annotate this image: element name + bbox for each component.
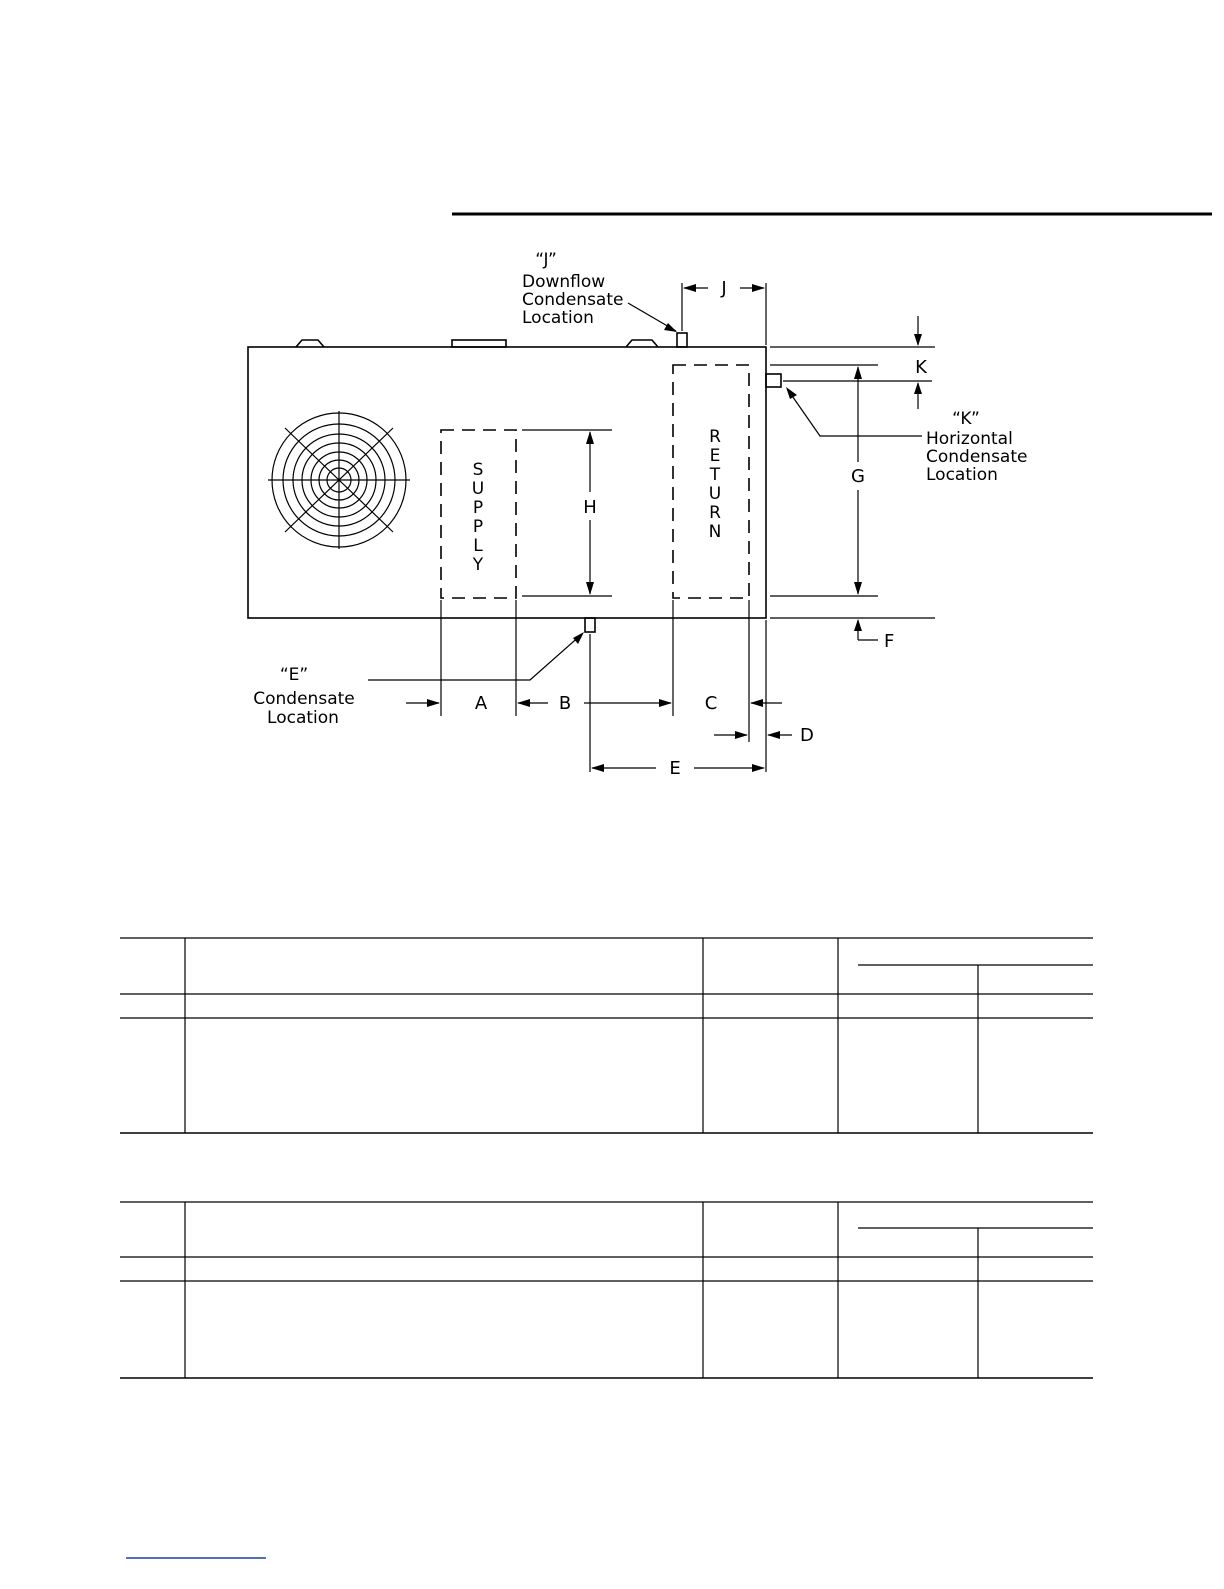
callout-k-line: Horizontal — [926, 429, 1013, 449]
supply-letter: Y — [472, 555, 484, 575]
dimension-bottom — [406, 600, 814, 779]
dim-h-label: H — [583, 497, 597, 518]
dim-f-label: F — [884, 631, 895, 652]
supply-label — [472, 460, 484, 575]
callout-j-line: Downflow — [522, 272, 606, 292]
horizontal-condensate-fitting — [766, 374, 781, 387]
dim-k-label: K — [915, 357, 927, 378]
dim-j-label: J — [721, 278, 727, 299]
dim-c-label: C — [704, 693, 718, 714]
supply-letter: S — [472, 460, 484, 480]
callout-k-line: Condensate — [926, 447, 1028, 467]
dim-e-label: E — [669, 758, 681, 779]
return-letter: U — [708, 484, 722, 504]
callout-k — [926, 409, 1027, 485]
dimension-table-1 — [120, 938, 1093, 1133]
callout-j-line: Location — [522, 308, 594, 328]
supply-letter: U — [471, 479, 485, 499]
callout-e-line: Location — [267, 708, 339, 728]
callout-j-title: “J” — [535, 250, 557, 270]
dimension-j — [682, 278, 766, 345]
return-letter: T — [709, 465, 721, 485]
callout-k-line: Location — [926, 465, 998, 485]
return-letter: E — [709, 446, 721, 466]
supply-letter: P — [472, 498, 484, 518]
dim-g-label: G — [851, 466, 865, 487]
e-condensate-fitting — [585, 618, 595, 632]
return-letter: R — [709, 427, 721, 447]
callout-leaders — [368, 303, 922, 680]
unit-cabinet — [248, 347, 766, 618]
callout-e — [253, 665, 354, 728]
callout-j — [522, 250, 623, 328]
callout-j-line: Condensate — [522, 290, 624, 310]
return-letter: R — [709, 503, 721, 523]
dimension-kgf — [770, 316, 935, 652]
downflow-condensate-fitting — [677, 333, 687, 347]
cabinet-top-lugs — [296, 340, 658, 347]
dim-b-label: B — [558, 693, 572, 714]
callout-e-line: Condensate — [253, 689, 355, 709]
dimension-h — [522, 430, 612, 596]
dimension-table-2 — [120, 1202, 1093, 1378]
dim-a-label: A — [474, 693, 488, 714]
supply-letter: L — [473, 536, 483, 556]
fan-grille-icon — [268, 411, 410, 549]
dim-d-label: D — [800, 725, 814, 746]
return-letter: N — [708, 522, 722, 542]
return-label — [709, 427, 722, 542]
callout-e-title: “E” — [279, 665, 309, 685]
supply-letter: P — [472, 517, 484, 537]
callout-k-title: “K” — [952, 409, 980, 429]
